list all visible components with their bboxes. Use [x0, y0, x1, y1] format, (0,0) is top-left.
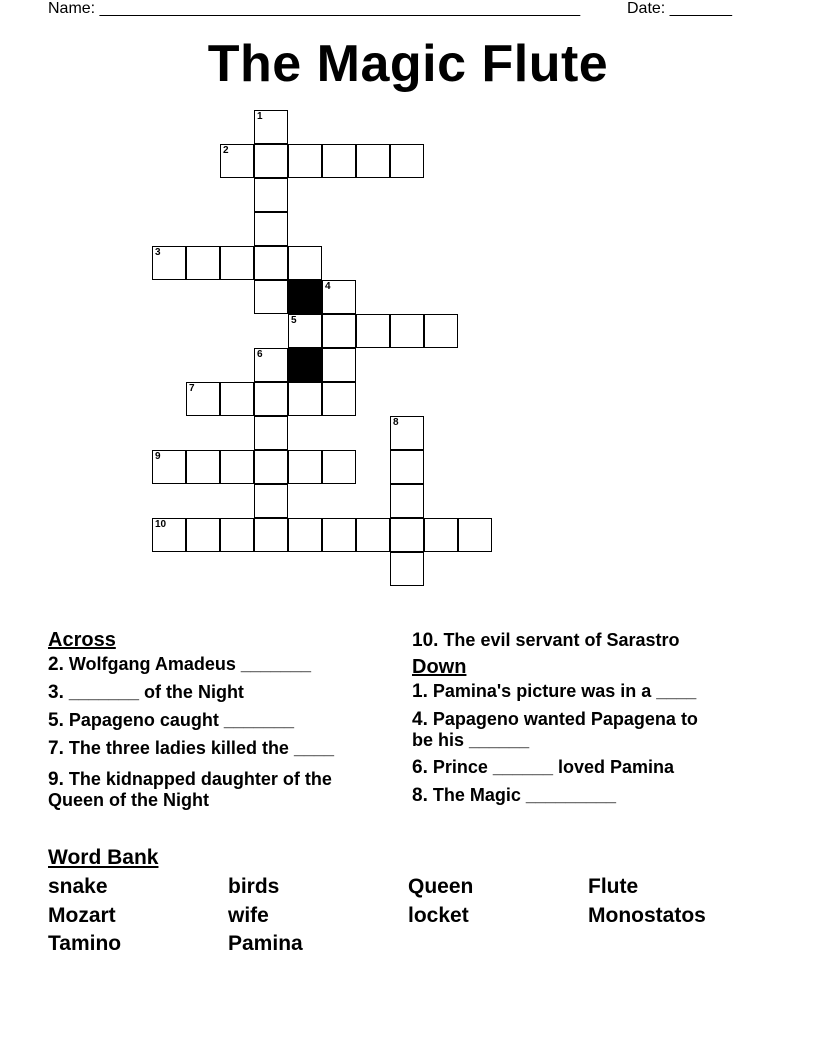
crossword-cell [288, 314, 322, 348]
crossword-cell [322, 450, 356, 484]
word-bank-item: snake [48, 875, 108, 898]
crossword-cell [254, 348, 288, 382]
crossword-cell [254, 450, 288, 484]
crossword-cell [322, 280, 356, 314]
crossword-cell [390, 416, 424, 450]
clue-across-3: 3. _______ of the Night [48, 682, 244, 703]
crossword-cell [254, 280, 288, 314]
crossword-cell [186, 382, 220, 416]
word-bank-item: birds [228, 875, 280, 898]
black-square [288, 348, 322, 382]
clue-down-1: 1. Pamina's picture was in a ____ [412, 681, 697, 702]
crossword-cell [288, 382, 322, 416]
clue-across-5: 5. Papageno caught _______ [48, 710, 294, 731]
word-bank-item: Mozart [48, 904, 116, 927]
page-title: The Magic Flute [207, 35, 609, 93]
crossword-cell [390, 314, 424, 348]
crossword-cell [186, 450, 220, 484]
crossword-cell [322, 382, 356, 416]
crossword-cell [220, 246, 254, 280]
clue-number: 4 [325, 281, 331, 292]
crossword-cell [254, 246, 288, 280]
crossword-cell [424, 314, 458, 348]
word-bank-item: Flute [588, 875, 639, 898]
crossword-cell [254, 484, 288, 518]
name-field: Name: ______________________________________________________ [48, 0, 581, 17]
crossword-cell [152, 450, 186, 484]
clue-number: 6 [257, 349, 263, 360]
crossword-cell [322, 518, 356, 552]
crossword-cell [288, 450, 322, 484]
clue-across-9: 9. The kidnapped daughter of the Queen of the Night [48, 769, 332, 810]
crossword-cell [424, 518, 458, 552]
crossword-cell [322, 348, 356, 382]
clue-number: 2 [223, 145, 229, 156]
clue-down-6: 6. Prince ______ loved Pamina [412, 757, 675, 778]
across-clues [48, 630, 378, 817]
crossword-cell [288, 144, 322, 178]
word-bank-item: Monostatos [588, 904, 706, 927]
crossword-cell [356, 518, 390, 552]
date-field: Date: _______ [627, 0, 732, 17]
crossword-cell [390, 552, 424, 586]
crossword-cell [220, 450, 254, 484]
crossword-cell [152, 246, 186, 280]
crossword-cell [254, 178, 288, 212]
crossword-cell [390, 518, 424, 552]
crossword-cell [220, 382, 254, 416]
crossword-cell [288, 246, 322, 280]
crossword-cell [186, 518, 220, 552]
down-heading: Down [412, 656, 467, 678]
crossword-cell [254, 518, 288, 552]
crossword-cell [390, 450, 424, 484]
word-bank-heading: Word Bank [48, 846, 159, 869]
crossword-cell [288, 518, 322, 552]
clue-number: 8 [393, 417, 399, 428]
across-heading: Across [48, 629, 116, 651]
crossword-cell [254, 110, 288, 144]
clue-number: 9 [155, 451, 161, 462]
clue-across-7: 7. The three ladies killed the ____ [48, 738, 334, 759]
word-bank-item: Pamina [228, 932, 303, 955]
black-square [288, 280, 322, 314]
clue-across-2: 2. Wolfgang Amadeus _______ [48, 654, 311, 675]
clue-number: 3 [155, 247, 161, 258]
crossword-cell [322, 314, 356, 348]
clue-down-8: 8. The Magic _________ [412, 785, 616, 806]
crossword-cell [390, 484, 424, 518]
crossword-cell [390, 144, 424, 178]
crossword-cell [356, 314, 390, 348]
clue-across-10: 10. The evil servant of Sarastro [412, 630, 680, 651]
clue-number: 7 [189, 383, 195, 394]
clue-number: 5 [291, 315, 297, 326]
crossword-cell [254, 144, 288, 178]
clue-number: 10 [155, 519, 167, 530]
word-bank-item: Queen [408, 875, 474, 898]
clue-number: 1 [257, 111, 263, 122]
crossword-cell [322, 144, 356, 178]
crossword-cell [220, 144, 254, 178]
word-bank-item: locket [408, 904, 469, 927]
clue-down-4: 4. Papageno wanted Papagena to be his ______ [412, 709, 698, 750]
crossword-cell [220, 518, 254, 552]
crossword-cell [152, 518, 186, 552]
crossword-cell [356, 144, 390, 178]
word-bank-item: wife [228, 904, 269, 927]
crossword-cell [186, 246, 220, 280]
crossword-cell [458, 518, 492, 552]
word-bank-item: Tamino [48, 932, 122, 955]
crossword-cell [254, 212, 288, 246]
right-clues [412, 630, 772, 813]
crossword-cell [254, 382, 288, 416]
crossword-cell [254, 416, 288, 450]
